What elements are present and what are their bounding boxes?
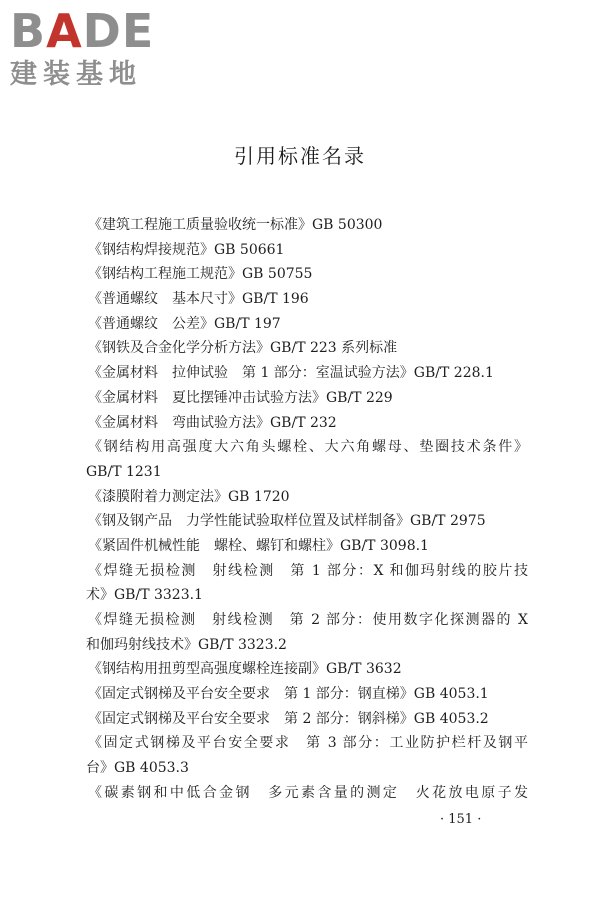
- reference-line: 《焊缝无损检测 射线检测 第 1 部分：X 和伽玛射线的胶片技: [88, 562, 528, 579]
- reference-line-continuation: 台》GB 4053.3: [86, 760, 189, 777]
- reference-line: 《钢结构用高强度大六角头螺栓、大六角螺母、垫圈技术条件》: [88, 439, 528, 456]
- reference-line: 《金属材料 弯曲试验方法》GB/T 232: [88, 414, 337, 431]
- reference-line: 《金属材料 夏比摆锤冲击试验方法》GB/T 229: [88, 389, 393, 406]
- page-title: 引用标准名录: [234, 144, 366, 168]
- page-number: · 151 ·: [440, 812, 482, 827]
- reference-line: 《钢结构焊接规范》GB 50661: [88, 241, 285, 258]
- reference-line: 《焊缝无损检测 射线检测 第 2 部分：使用数字化探测器的 X: [88, 612, 528, 628]
- reference-line: 《碳素钢和中低合金钢 多元素含量的测定 火花放电原子发: [88, 784, 528, 801]
- reference-line: 《固定式钢梯及平台安全要求 第 2 部分：钢斜梯》GB 4053.2: [88, 710, 489, 727]
- reference-line: 《钢结构用扭剪型高强度螺栓连接副》GB/T 3632: [88, 661, 402, 678]
- reference-line: 《固定式钢梯及平台安全要求 第 3 部分：工业防护栏杆及钢平: [88, 735, 528, 752]
- reference-line: 《钢结构工程施工规范》GB 50755: [88, 266, 313, 283]
- reference-line: 《漆膜附着力测定法》GB 1720: [88, 488, 290, 505]
- reference-line-continuation: 和伽玛射线技术》GB/T 3323.2: [86, 636, 287, 653]
- reference-line: 《金属材料 拉伸试验 第 1 部分：室温试验方法》GB/T 228.1: [88, 365, 494, 382]
- reference-list: [88, 213, 528, 806]
- reference-line-continuation: 术》GB/T 3323.1: [86, 587, 203, 604]
- logo-letter-b: B: [10, 4, 47, 58]
- logo-subtitle: 建装基地: [10, 59, 142, 90]
- reference-line-continuation: GB/T 1231: [86, 463, 162, 480]
- reference-line: 《钢及钢产品 力学性能试验取样位置及试样制备》GB/T 2975: [88, 513, 486, 530]
- reference-line: 《固定式钢梯及平台安全要求 第 1 部分：钢直梯》GB 4053.1: [88, 686, 489, 703]
- logo-wordmark: [10, 6, 180, 56]
- logo-letter-a: A: [46, 4, 83, 58]
- reference-line: 《建筑工程施工质量验收统一标准》GB 50300: [88, 217, 383, 233]
- logo-letters-de: DE: [82, 4, 155, 58]
- bade-logo: [10, 6, 180, 92]
- reference-line: 《紧固件机械性能 螺栓、螺钉和螺柱》GB/T 3098.1: [88, 537, 429, 554]
- reference-line: 《普通螺纹 基本尺寸》GB/T 196: [88, 291, 309, 308]
- reference-line: 《钢铁及合金化学分析方法》GB/T 223 系列标准: [88, 340, 398, 357]
- reference-line: 《普通螺纹 公差》GB/T 197: [88, 315, 281, 332]
